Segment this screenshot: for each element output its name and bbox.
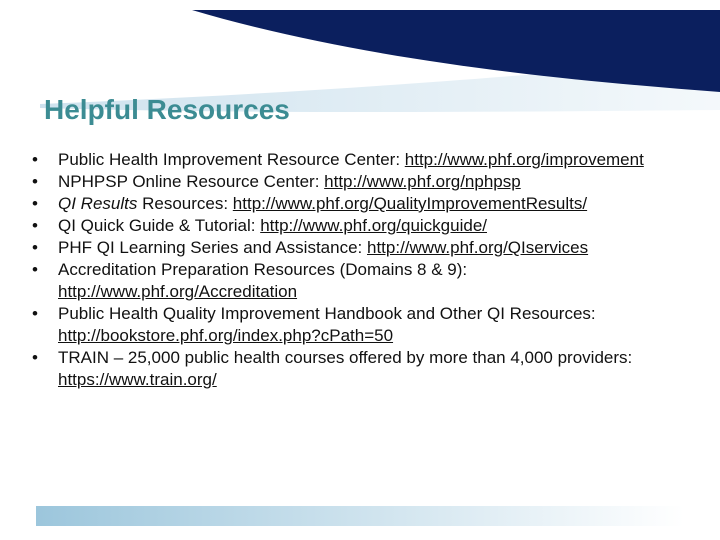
- bullet-icon: •: [32, 150, 38, 169]
- bullet-icon: •: [32, 348, 38, 367]
- item-text: NPHPSP Online Resource Center:: [58, 172, 325, 191]
- list-item-quick-guide: [28, 215, 708, 237]
- item-text: Public Health Improvement Resource Center:: [58, 150, 405, 169]
- list-item-qi-services: [28, 237, 708, 259]
- list-item-nphpsp: [28, 171, 708, 193]
- item-emphasis-text: QI Results: [58, 194, 138, 213]
- item-text: QI Quick Guide & Tutorial:: [58, 216, 261, 235]
- qiservices-link[interactable]: http://www.phf.org/QIservices: [367, 238, 589, 257]
- list-item-phf-improvement: [28, 149, 708, 171]
- bullet-icon: •: [32, 260, 38, 279]
- list-item-train: [28, 347, 708, 391]
- item-text: Accreditation Preparation Resources (Domains 8 & 9):: [58, 260, 468, 279]
- bullet-icon: •: [32, 216, 38, 235]
- item-text: Public Health Quality Improvement Handbook and Other QI Resources:: [58, 304, 596, 323]
- bookstore-link[interactable]: http://bookstore.phf.org/index.php?cPath=50: [58, 326, 394, 345]
- footer-gradient-bar: [36, 506, 684, 526]
- bullet-icon: •: [32, 194, 38, 213]
- item-text: PHF QI Learning Series and Assistance:: [58, 238, 367, 257]
- bullet-icon: •: [32, 238, 38, 257]
- train-link[interactable]: https://www.train.org/: [58, 370, 217, 389]
- resource-list: [28, 149, 708, 391]
- qi-results-link[interactable]: http://www.phf.org/QualityImprovementResults/: [232, 194, 588, 213]
- swoosh-navy-band: [192, 10, 720, 92]
- bullet-icon: •: [32, 172, 38, 191]
- nphpsp-link[interactable]: http://www.phf.org/nphpsp: [324, 172, 521, 191]
- item-text: Resources:: [137, 194, 233, 213]
- list-item-accreditation: [28, 259, 708, 303]
- quickguide-link[interactable]: http://www.phf.org/quickguide/: [260, 216, 487, 235]
- page-title: Helpful Resources: [44, 94, 290, 125]
- item-text: TRAIN – 25,000 public health courses offered by more than 4,000 providers:: [58, 348, 633, 367]
- accreditation-link[interactable]: http://www.phf.org/Accreditation: [58, 282, 298, 301]
- improvement-link[interactable]: http://www.phf.org/improvement: [404, 150, 644, 169]
- list-item-qi-results: [28, 193, 708, 215]
- bullet-icon: •: [32, 304, 38, 323]
- list-item-qi-handbook: [28, 303, 708, 347]
